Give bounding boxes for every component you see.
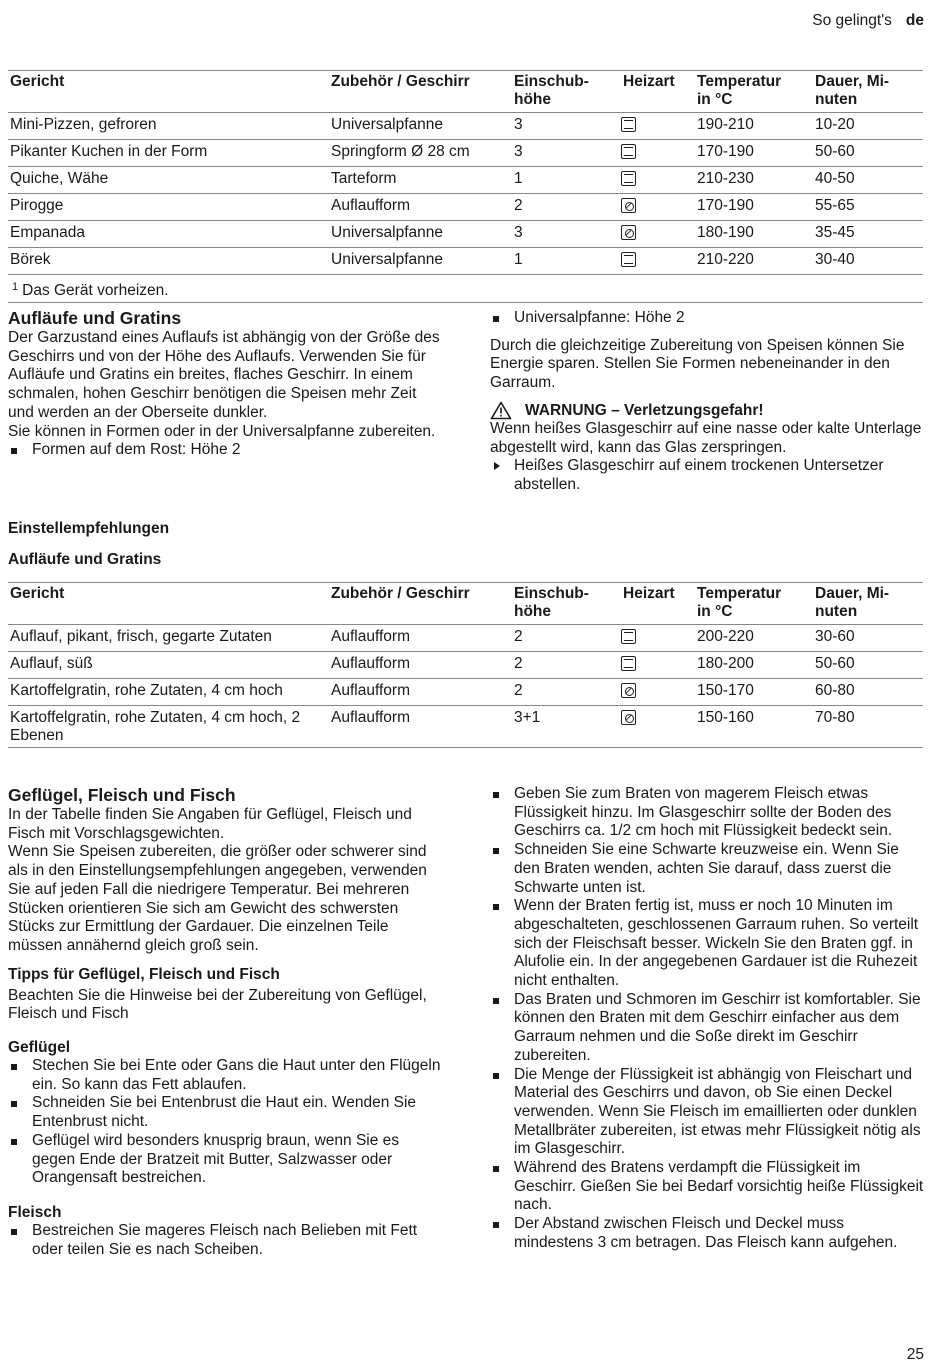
language-code: de — [905, 12, 924, 29]
cell-heating — [621, 113, 695, 140]
col-time: Dauer, Mi- nuten — [815, 73, 890, 108]
cell-accessory: Tarteform — [331, 170, 397, 187]
table-row — [8, 113, 923, 140]
fan-heating-icon — [621, 225, 636, 240]
cell-accessory: Springform Ø 28 cm — [331, 143, 470, 160]
meat-bullets-right — [490, 785, 925, 1253]
list-item: Universalpfanne: Höhe 2 — [490, 309, 925, 328]
cell-level: 2 — [514, 655, 523, 672]
col-accessory: Zubehör / Geschirr — [331, 585, 470, 602]
table-footnote — [8, 275, 923, 303]
table-row — [8, 221, 923, 248]
cell-temp: 210-230 — [697, 170, 754, 187]
cell-time: 30-40 — [815, 251, 855, 268]
top-bottom-heat-icon — [621, 656, 636, 671]
list-item: Während des Bratens verdampft die Flüssigkeit im Geschirr. Gießen Sie bei Bedarf vorsichtig heiße Flüssigkeit nach. — [490, 1159, 925, 1215]
col-dish: Gericht — [10, 585, 65, 602]
col-temp: Temperatur in °C — [697, 585, 782, 620]
cell-dish: Pirogge — [10, 197, 64, 214]
cell-accessory: Universalpfanne — [331, 251, 444, 268]
warning-heading — [490, 401, 925, 420]
col-accessory: Zubehör / Geschirr — [331, 73, 470, 90]
cell-accessory: Auflaufform — [331, 197, 410, 214]
gratins-para-2: Sie können in Formen oder in der Universalpfanne zubereiten. — [8, 422, 436, 440]
settings-subtitle: Aufläufe und Gratins — [8, 551, 162, 568]
cell-heating — [621, 679, 695, 706]
cell-heating — [621, 221, 695, 248]
col-heating: Heizart — [623, 585, 675, 602]
list-item: Der Abstand zwischen Fleisch und Deckel muss mindestens 3 cm betragen. Das Fleisch kann aufgehen. — [490, 1215, 925, 1252]
cell-dish: Mini-Pizzen, gefroren — [10, 116, 157, 133]
cell-dish: Quiche, Wähe — [10, 170, 109, 187]
list-item: Wenn der Braten fertig ist, muss er noch 10 Minuten im abgeschalteten, geschlossenen Garraum ruhen. So verteilt sich der Fleischsaft besser. Wickeln Sie den Braten ggf. in Alufolie ein. In der angegebenen Gardauer ist die Ruhezeit nicht enthalten. — [490, 897, 925, 991]
cell-dish: Pikanter Kuchen in der Form — [10, 143, 208, 160]
table-header-row — [8, 71, 923, 113]
meat-para-1: In der Tabelle finden Sie Angaben für Geflügel, Fleisch und Fisch mit Vorschlagsgewichten. — [8, 806, 412, 842]
list-item: Stechen Sie bei Ente oder Gans die Haut unter den Flügeln ein. So kann das Fett ablaufen. — [8, 1057, 443, 1094]
section-title-meat: Geflügel, Fleisch und Fisch — [8, 785, 236, 805]
cell-temp: 210-220 — [697, 251, 754, 268]
meat-bullets-left — [8, 1222, 443, 1259]
cell-dish: Börek — [10, 251, 51, 268]
tips-text: Beachten Sie die Hinweise bei der Zubereitung von Geflügel, Fleisch und Fisch — [8, 986, 427, 1023]
list-item: Formen auf dem Rost: Höhe 2 — [8, 441, 443, 460]
section-meat-right — [490, 785, 925, 1253]
cell-dish: Kartoffelgratin, rohe Zutaten, 4 cm hoch, 2 Ebenen — [10, 709, 301, 744]
list-item: Geben Sie zum Braten von magerem Fleisch etwas Flüssigkeit hinzu. Im Glasgeschirr sollte der Boden des Geschirrs ca. 1/2 cm hoch mit Flüssigkeit bedeckt sein. — [490, 785, 925, 841]
col-level: Einschub- höhe — [514, 73, 589, 108]
col-temp: Temperatur in °C — [697, 73, 782, 108]
table-row — [8, 248, 923, 275]
cell-time: 30-60 — [815, 628, 855, 645]
cell-accessory: Auflaufform — [331, 655, 410, 672]
col-time: Dauer, Mi- nuten — [815, 585, 890, 620]
table-row — [8, 167, 923, 194]
footnote-mark: 1 — [12, 281, 19, 293]
cell-level: 2 — [514, 197, 523, 214]
table-row — [8, 140, 923, 167]
cell-heating — [621, 167, 695, 194]
settings-title: Einstellempfehlungen — [8, 520, 170, 537]
gratins-bullets-right — [490, 309, 925, 328]
cell-dish: Kartoffelgratin, rohe Zutaten, 4 cm hoch — [10, 682, 283, 699]
top-bottom-heat-icon — [621, 144, 636, 159]
section-meat-left — [8, 785, 443, 1259]
table-row — [8, 625, 923, 652]
cell-level: 1 — [514, 170, 523, 187]
cell-dish: Empanada — [10, 224, 85, 241]
cell-heating — [621, 706, 695, 748]
cell-level: 2 — [514, 628, 523, 645]
top-bottom-heat-icon — [621, 252, 636, 267]
poultry-bullets — [8, 1057, 443, 1188]
cell-time: 10-20 — [815, 116, 855, 133]
list-item: Die Menge der Flüssigkeit ist abhängig von Fleischart und Material des Geschirrs und davon, ob Sie einen Deckel verwenden. Wenn Sie Fleisch im emaillierten oder dunklen Metallbräter zubereiten, ist etwas mehr Flüssigkeit nötig als im Glasgeschirr. — [490, 1066, 925, 1160]
meat-title: Fleisch — [8, 1203, 62, 1221]
meat-para-2: Wenn Sie Speisen zubereiten, die größer oder schwerer sind als in den Einstellungsempfehlungen angegeben, verwenden Sie auf jeden Fall die niedrigere Temperatur. Bei mehreren Stücken orientieren Sie sich am Gewicht des schwersten Stücks zur Ermittlung der Gardauer. Die einzelnen Teile müssen annähernd gleich groß sein. — [8, 843, 427, 954]
cell-heating — [621, 194, 695, 221]
cell-level: 3 — [514, 224, 523, 241]
gratins-para-1: Der Garzustand eines Auflaufs ist abhängig von der Größe des Geschirrs und von der Höhe des Auflaufs. Verwenden Sie für Aufläufe und Gratins ein breites, flaches Geschirr. In einem schmalen, hohen Geschirr benötigen die Speisen mehr Zeit und werden an der Oberseite dunkler. — [8, 329, 440, 421]
header-title: So gelingt's — [812, 12, 892, 29]
cell-level: 3 — [514, 116, 523, 133]
top-bottom-heat-icon — [621, 171, 636, 186]
cell-temp: 150-170 — [697, 682, 754, 699]
top-bottom-heat-icon — [621, 117, 636, 132]
warning-title: WARNUNG – Verletzungsgefahr! — [525, 401, 764, 419]
cell-heating — [621, 140, 695, 167]
cell-temp: 170-190 — [697, 197, 754, 214]
cell-heating — [621, 652, 695, 679]
cell-level: 2 — [514, 682, 523, 699]
section-gratins-left — [8, 308, 443, 460]
cell-temp: 170-190 — [697, 143, 754, 160]
table-row — [8, 652, 923, 679]
gratins-bullets-left — [8, 441, 443, 460]
list-item: Geflügel wird besonders knusprig braun, wenn Sie es gegen Ende der Bratzeit mit Butter, Salzwasser oder Orangensaft bestreichen. — [8, 1132, 443, 1188]
cell-dish: Auflauf, pikant, frisch, gegarte Zutaten — [10, 628, 272, 645]
cell-temp: 180-190 — [697, 224, 754, 241]
cell-temp: 150-160 — [697, 709, 754, 726]
list-item: Schneiden Sie eine Schwarte kreuzweise ein. Wenn Sie den Braten wenden, achten Sie darauf, dass zuerst die Schwarte unten ist. — [490, 841, 925, 897]
col-dish: Gericht — [10, 73, 65, 90]
cell-time: 60-80 — [815, 682, 855, 699]
footnote-text: Das Gerät vorheizen. — [22, 282, 169, 299]
fan-heating-icon — [621, 683, 636, 698]
cell-accessory: Universalpfanne — [331, 224, 444, 241]
section-gratins-right — [490, 309, 925, 495]
cell-temp: 190-210 — [697, 116, 754, 133]
cell-accessory: Auflaufform — [331, 682, 410, 699]
page-header — [812, 12, 924, 31]
cell-heating — [621, 625, 695, 652]
col-level: Einschub- höhe — [514, 585, 589, 620]
section-title-gratins: Aufläufe und Gratins — [8, 308, 182, 328]
cell-level: 3 — [514, 143, 523, 160]
tips-title: Tipps für Geflügel, Fleisch und Fisch — [8, 965, 280, 983]
warning-actions — [490, 457, 925, 494]
cell-time: 70-80 — [815, 709, 855, 726]
cell-dish: Auflauf, süß — [10, 655, 93, 672]
cell-accessory: Universalpfanne — [331, 116, 444, 133]
table-header-row — [8, 583, 923, 625]
cell-time: 55-65 — [815, 197, 855, 214]
cell-heating — [621, 248, 695, 275]
cell-time: 40-50 — [815, 170, 855, 187]
warning-text: Wenn heißes Glasgeschirr auf eine nasse oder kalte Unterlage abgestellt wird, kann das Glas zerspringen. — [490, 419, 922, 456]
warning-action: Heißes Glasgeschirr auf einem trockenen Untersetzer abstellen. — [490, 457, 925, 494]
list-item: Bestreichen Sie mageres Fleisch nach Belieben mit Fett oder teilen Sie es nach Scheiben. — [8, 1222, 443, 1259]
table-row — [8, 706, 923, 748]
cell-temp: 180-200 — [697, 655, 754, 672]
top-bottom-heat-icon — [621, 629, 636, 644]
cell-level: 3+1 — [514, 709, 541, 726]
cell-temp: 200-220 — [697, 628, 754, 645]
cell-time: 50-60 — [815, 655, 855, 672]
fan-heating-icon — [621, 710, 636, 725]
cell-accessory: Auflaufform — [331, 628, 410, 645]
col-heating: Heizart — [623, 73, 675, 90]
fan-heating-icon — [621, 198, 636, 213]
table-row — [8, 679, 923, 706]
baking-table — [8, 70, 923, 303]
poultry-title: Geflügel — [8, 1039, 71, 1057]
list-item: Schneiden Sie bei Entenbrust die Haut ein. Wenden Sie Entenbrust nicht. — [8, 1094, 443, 1131]
gratins-para-3: Durch die gleichzeitige Zubereitung von Speisen können Sie Energie sparen. Stellen Sie Formen nebeneinander in den Garraum. — [490, 336, 905, 392]
warning-triangle-icon — [490, 401, 512, 420]
cell-time: 50-60 — [815, 143, 855, 160]
list-item: Das Braten und Schmoren im Geschirr ist komfortabler. Sie können den Braten mit dem Geschirr einfacher aus dem Garraum nehmen und die Soße direkt im Geschirr zubereiten. — [490, 991, 925, 1066]
page-number: 25 — [906, 1346, 924, 1364]
gratins-table — [8, 582, 923, 748]
table-row — [8, 194, 923, 221]
cell-accessory: Auflaufform — [331, 709, 410, 726]
cell-level: 1 — [514, 251, 523, 268]
cell-time: 35-45 — [815, 224, 855, 241]
